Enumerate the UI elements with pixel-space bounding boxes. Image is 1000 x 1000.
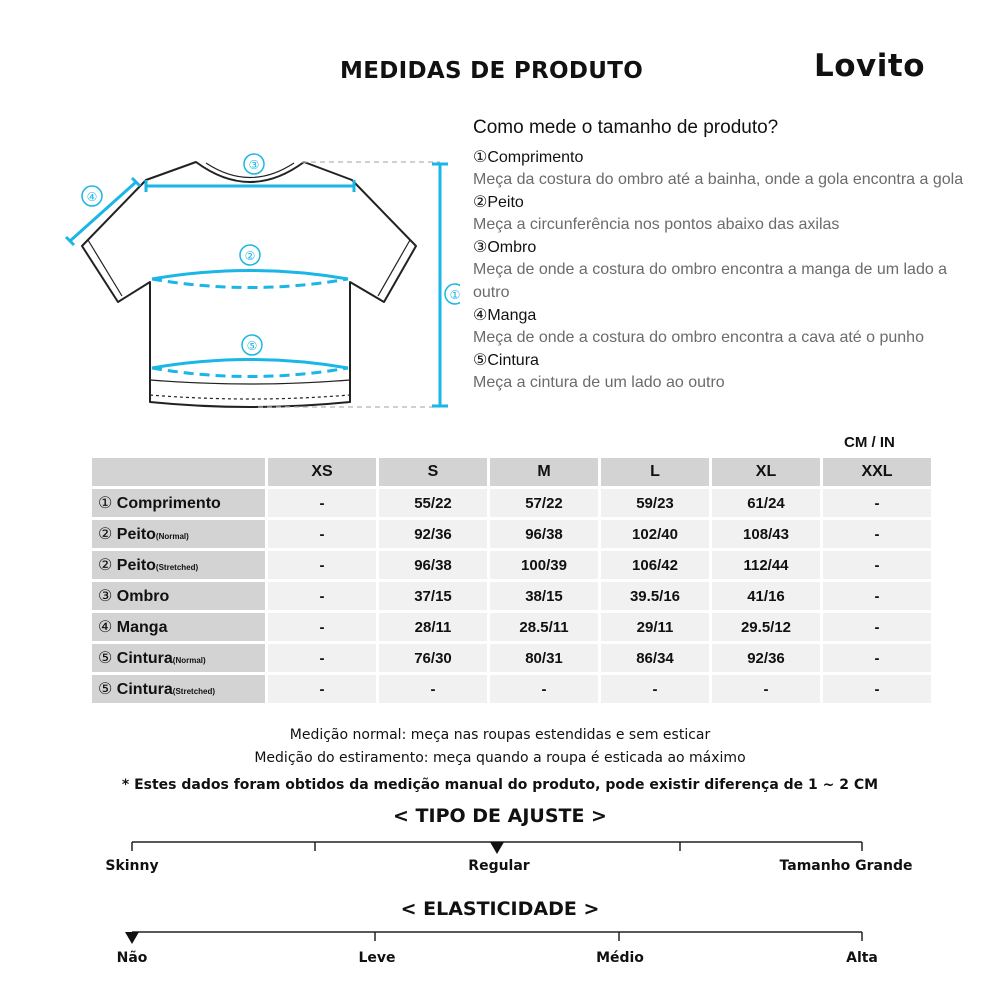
elasticity-label-nao: Não	[116, 950, 148, 966]
column-header: S	[379, 458, 487, 486]
guide-item-title: ⑤Cintura	[473, 352, 539, 369]
fit-title: < TIPO DE AJUSTE >	[393, 805, 607, 827]
size-value-cell: -	[379, 675, 487, 703]
guide-item-desc: Meça da costura do ombro até a bainha, onde a gola encontra a gola	[473, 171, 964, 188]
size-value-cell: -	[490, 675, 598, 703]
units-label: CM / IN	[844, 434, 895, 451]
row-number: ②	[98, 526, 113, 543]
table-row	[92, 551, 931, 579]
note-disclaimer: * Estes dados foram obtidos da medição manual do produto, pode existir diferença de 1 ~ 2 CM	[121, 777, 879, 793]
guide-item-desc: Meça de onde a costura do ombro encontra a manga de um lado a outro	[473, 261, 948, 301]
brand-logo: Lovito	[814, 48, 926, 84]
row-qualifier: (Stretched)	[155, 563, 199, 572]
row-name: Cintura	[116, 681, 173, 698]
row-number: ①	[98, 495, 113, 512]
row-name: Ombro	[116, 588, 170, 605]
size-value-cell: -	[823, 489, 931, 517]
size-value-cell: 92/36	[379, 520, 487, 548]
table-row	[92, 644, 931, 672]
row-qualifier: (Normal)	[155, 532, 189, 541]
fit-label-regular: Regular	[468, 858, 530, 874]
row-label	[92, 582, 265, 610]
row-qualifier: (Stretched)	[172, 687, 216, 696]
column-header: XXL	[823, 458, 931, 486]
size-value-cell: 92/36	[712, 644, 820, 672]
size-value-cell: -	[268, 551, 376, 579]
guide-item	[473, 306, 973, 349]
size-table	[89, 455, 934, 706]
size-value-cell: -	[823, 675, 931, 703]
guide-item-title: ②Peito	[473, 194, 524, 211]
table-row	[92, 489, 931, 517]
row-number: ③	[98, 588, 113, 605]
size-value-cell: -	[823, 582, 931, 610]
guide-item	[473, 193, 973, 236]
size-value-cell: 41/16	[712, 582, 820, 610]
guide-item	[473, 238, 973, 304]
size-value-cell: -	[268, 613, 376, 641]
size-value-cell: 38/15	[490, 582, 598, 610]
guide-item-desc: Meça de onde a costura do ombro encontra a cava até o punho	[473, 329, 924, 346]
guide-item-desc: Meça a cintura de um lado ao outro	[473, 374, 725, 391]
column-header: XS	[268, 458, 376, 486]
row-qualifier: (Normal)	[172, 656, 206, 665]
marker-2: ②	[244, 249, 256, 263]
row-number: ⑤	[98, 650, 113, 667]
size-value-cell: -	[823, 551, 931, 579]
table-row	[92, 520, 931, 548]
marker-4: ④	[86, 190, 98, 204]
guide-item	[473, 148, 973, 191]
size-value-cell: 106/42	[601, 551, 709, 579]
size-value-cell: 61/24	[712, 489, 820, 517]
marker-1: ①	[449, 288, 460, 302]
row-label	[92, 675, 265, 703]
elasticity-pointer-icon	[125, 932, 139, 944]
guide-item-title: ④Manga	[473, 307, 537, 324]
row-label	[92, 613, 265, 641]
row-number: ②	[98, 557, 113, 574]
guide-item-desc: Meça a circunferência nos pontos abaixo das axilas	[473, 216, 840, 233]
note-stretch: Medição do estiramento: meça quando a roupa é esticada ao máximo	[254, 750, 746, 766]
size-value-cell: 57/22	[490, 489, 598, 517]
fit-label-skinny: Skinny	[105, 858, 159, 874]
size-value-cell: 76/30	[379, 644, 487, 672]
size-value-cell: 80/31	[490, 644, 598, 672]
size-value-cell: -	[601, 675, 709, 703]
size-value-cell: 96/38	[379, 551, 487, 579]
row-label	[92, 520, 265, 548]
row-name: Comprimento	[116, 495, 221, 512]
size-value-cell: -	[268, 520, 376, 548]
elasticity-label-leve: Leve	[358, 950, 396, 966]
column-header: L	[601, 458, 709, 486]
size-value-cell: 108/43	[712, 520, 820, 548]
size-value-cell: -	[823, 644, 931, 672]
size-value-cell: -	[823, 613, 931, 641]
table-header-row	[92, 458, 931, 486]
row-name: Peito	[116, 526, 156, 543]
guide-item-title: ①Comprimento	[473, 149, 584, 166]
size-value-cell: 37/15	[379, 582, 487, 610]
size-value-cell: -	[823, 520, 931, 548]
row-name: Manga	[116, 619, 168, 636]
size-value-cell: 28.5/11	[490, 613, 598, 641]
size-value-cell: 29/11	[601, 613, 709, 641]
marker-5: ⑤	[246, 339, 258, 353]
elasticity-title: < ELASTICIDADE >	[400, 898, 600, 920]
marker-3: ③	[248, 158, 260, 172]
row-number: ⑤	[98, 681, 113, 698]
size-value-cell: 28/11	[379, 613, 487, 641]
table-row	[92, 613, 931, 641]
column-header: XL	[712, 458, 820, 486]
fit-label-large: Tamanho Grande	[779, 858, 913, 874]
table-row	[92, 582, 931, 610]
size-value-cell: 100/39	[490, 551, 598, 579]
tshirt-diagram	[60, 150, 460, 420]
row-number: ④	[98, 619, 113, 636]
row-name: Cintura	[116, 650, 173, 667]
size-value-cell: 55/22	[379, 489, 487, 517]
size-value-cell: 86/34	[601, 644, 709, 672]
size-value-cell: -	[268, 644, 376, 672]
elasticity-label-alta: Alta	[846, 950, 878, 966]
size-value-cell: -	[268, 489, 376, 517]
size-value-cell: 59/23	[601, 489, 709, 517]
size-value-cell: -	[268, 675, 376, 703]
page-title: MEDIDAS DE PRODUTO	[340, 58, 644, 84]
row-name: Peito	[116, 557, 156, 574]
note-normal: Medição normal: meça nas roupas estendidas e sem esticar	[289, 727, 711, 743]
size-value-cell: 96/38	[490, 520, 598, 548]
fit-pointer-icon	[490, 842, 504, 854]
measure-guide	[473, 117, 973, 396]
size-value-cell: 112/44	[712, 551, 820, 579]
size-value-cell: -	[712, 675, 820, 703]
column-header: M	[490, 458, 598, 486]
size-value-cell: -	[268, 582, 376, 610]
guide-question: Como mede o tamanho de produto?	[473, 117, 779, 138]
row-label	[92, 644, 265, 672]
row-label	[92, 551, 265, 579]
guide-item	[473, 351, 973, 394]
size-value-cell: 102/40	[601, 520, 709, 548]
tshirt-outline	[82, 162, 416, 407]
guide-item-title: ③Ombro	[473, 239, 537, 256]
table-row	[92, 675, 931, 703]
elasticity-label-medio: Médio	[596, 950, 644, 966]
size-value-cell: 39.5/16	[601, 582, 709, 610]
table-corner	[92, 458, 265, 486]
row-label	[92, 489, 265, 517]
size-value-cell: 29.5/12	[712, 613, 820, 641]
